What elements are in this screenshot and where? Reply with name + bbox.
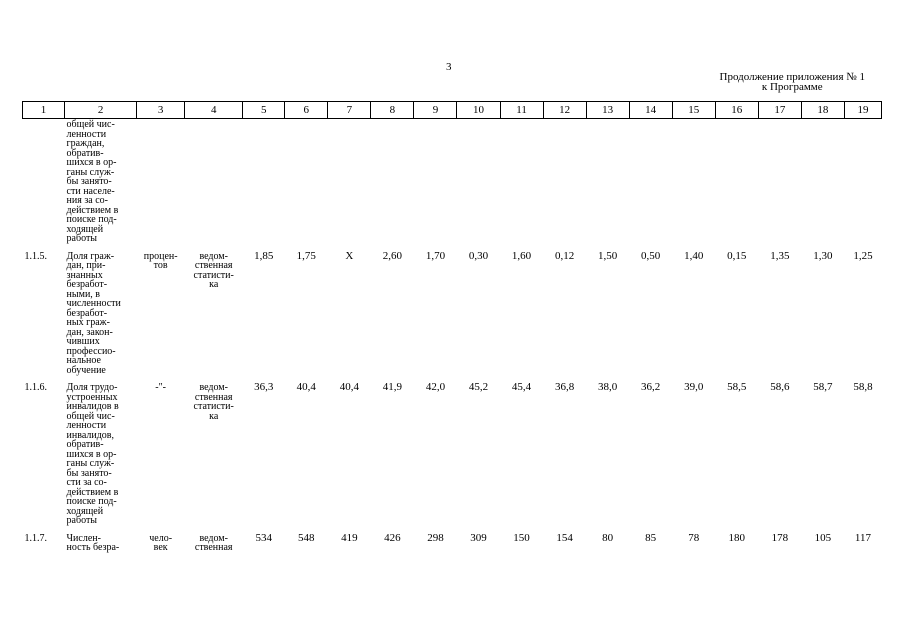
source-cell: ведом- ственная статисти- ка <box>193 382 234 422</box>
column-header: 1 <box>23 102 65 119</box>
value-cell: 38,0 <box>598 381 618 393</box>
column-header: 11 <box>500 102 543 119</box>
value-cell: 0,15 <box>727 249 747 262</box>
value-cell: 548 <box>298 531 315 544</box>
unit-cell: процен- тов <box>143 250 178 271</box>
value-cell: 1,70 <box>425 249 446 262</box>
value-cell: 58,7 <box>813 381 833 393</box>
indicator-name: Доля трудо- устроенных инвалидов в общей чис- ленности инвалидов, обратив- шихся в ор- ганы служ- бы занято- сти за со- действием в поиске под- ходящей работы <box>66 382 119 526</box>
value-cell: 150 <box>513 531 530 544</box>
value-cell: 534 <box>255 531 272 544</box>
continuation-row <box>23 119 882 252</box>
column-header: 9 <box>414 102 457 119</box>
column-header: 10 <box>457 102 500 119</box>
value-cell: 1,85 <box>254 249 274 262</box>
value-cell: 1,40 <box>684 249 704 262</box>
value-cell: 1,75 <box>296 249 316 262</box>
value-cell: 78 <box>688 531 700 544</box>
value-cell: 426 <box>384 531 401 544</box>
column-header: 2 <box>65 102 137 119</box>
value-cell: 0,50 <box>641 249 661 262</box>
column-header: 18 <box>801 102 844 119</box>
source-cell: ведом- ственная статисти- ка <box>193 250 234 290</box>
column-header: 6 <box>285 102 328 119</box>
indicator-name: Доля граж- дан, при- знанных безработ- ными, в численности безработ- ных граж- дан, закон- чивших профессио- нальное обучение <box>66 250 121 376</box>
value-cell: 1,50 <box>598 249 618 262</box>
value-cell: 1,25 <box>853 249 873 262</box>
value-cell: 298 <box>427 531 444 544</box>
indicator-name: Числен- ность безра- <box>66 532 120 553</box>
value-cell: 58,6 <box>770 381 790 393</box>
column-header: 5 <box>243 102 285 119</box>
column-header: 3 <box>137 102 185 119</box>
column-header: 8 <box>371 102 414 119</box>
column-header: 15 <box>672 102 715 119</box>
source-cell: ведом- ственная <box>194 532 233 553</box>
value-cell: 1,60 <box>511 249 532 262</box>
value-cell: 0,12 <box>554 249 575 262</box>
unit-cell: -"- <box>155 382 167 393</box>
column-header: 13 <box>586 102 629 119</box>
value-cell: 0,30 <box>468 249 489 262</box>
column-header: 19 <box>844 102 881 119</box>
value-cell: 117 <box>854 531 871 544</box>
value-cell: 45,2 <box>468 381 489 393</box>
table-row <box>23 252 882 384</box>
column-header: 7 <box>328 102 371 119</box>
unit-cell: чело- век <box>149 532 173 553</box>
value-cell: 36,2 <box>641 381 661 393</box>
appendix-caption-line2: к Программе <box>761 81 823 93</box>
value-cell: 1,35 <box>770 249 790 262</box>
value-cell: 58,8 <box>853 381 873 393</box>
value-cell: 45,4 <box>511 381 532 393</box>
value-cell: 40,4 <box>339 381 359 393</box>
value-cell: 419 <box>341 531 358 544</box>
value-cell: 39,0 <box>684 381 704 393</box>
page-number: 3 <box>446 61 452 73</box>
value-cell: 105 <box>814 531 832 544</box>
value-cell: 40,4 <box>296 381 316 393</box>
value-cell: 41,9 <box>382 381 403 393</box>
value-cell: 58,5 <box>727 381 747 393</box>
value-cell: 154 <box>556 531 573 544</box>
value-cell: 1,30 <box>813 249 833 262</box>
indicators-table <box>22 101 882 561</box>
appendix-caption-line1: Продолжение приложения № 1 <box>719 71 865 83</box>
column-header: 16 <box>715 102 758 119</box>
indicator-code: 1.1.6. <box>24 382 47 393</box>
value-cell: 309 <box>470 531 487 544</box>
value-cell: Х <box>345 249 354 262</box>
value-cell: 36,8 <box>554 381 575 393</box>
appendix-caption <box>720 72 865 92</box>
value-cell: 2,60 <box>382 249 403 262</box>
value-cell: 80 <box>602 531 614 544</box>
column-header: 17 <box>758 102 801 119</box>
table-row <box>23 383 882 534</box>
column-header: 14 <box>629 102 672 119</box>
column-number-row <box>23 102 882 119</box>
value-cell: 36,3 <box>254 381 274 393</box>
column-header: 4 <box>185 102 243 119</box>
indicator-name: общей чис- ленности граждан, обратив- шихся в ор- ганы служ- бы занято- сти населе- ния за со- действием в поиске под- ходящей работы <box>66 119 119 244</box>
indicator-code: 1.1.5. <box>24 250 47 262</box>
table-row <box>23 534 882 561</box>
indicator-code: 1.1.7. <box>24 532 47 544</box>
value-cell: 42,0 <box>425 381 446 393</box>
value-cell: 85 <box>645 531 657 544</box>
value-cell: 178 <box>771 531 789 544</box>
column-header: 12 <box>543 102 586 119</box>
value-cell: 180 <box>728 531 746 544</box>
